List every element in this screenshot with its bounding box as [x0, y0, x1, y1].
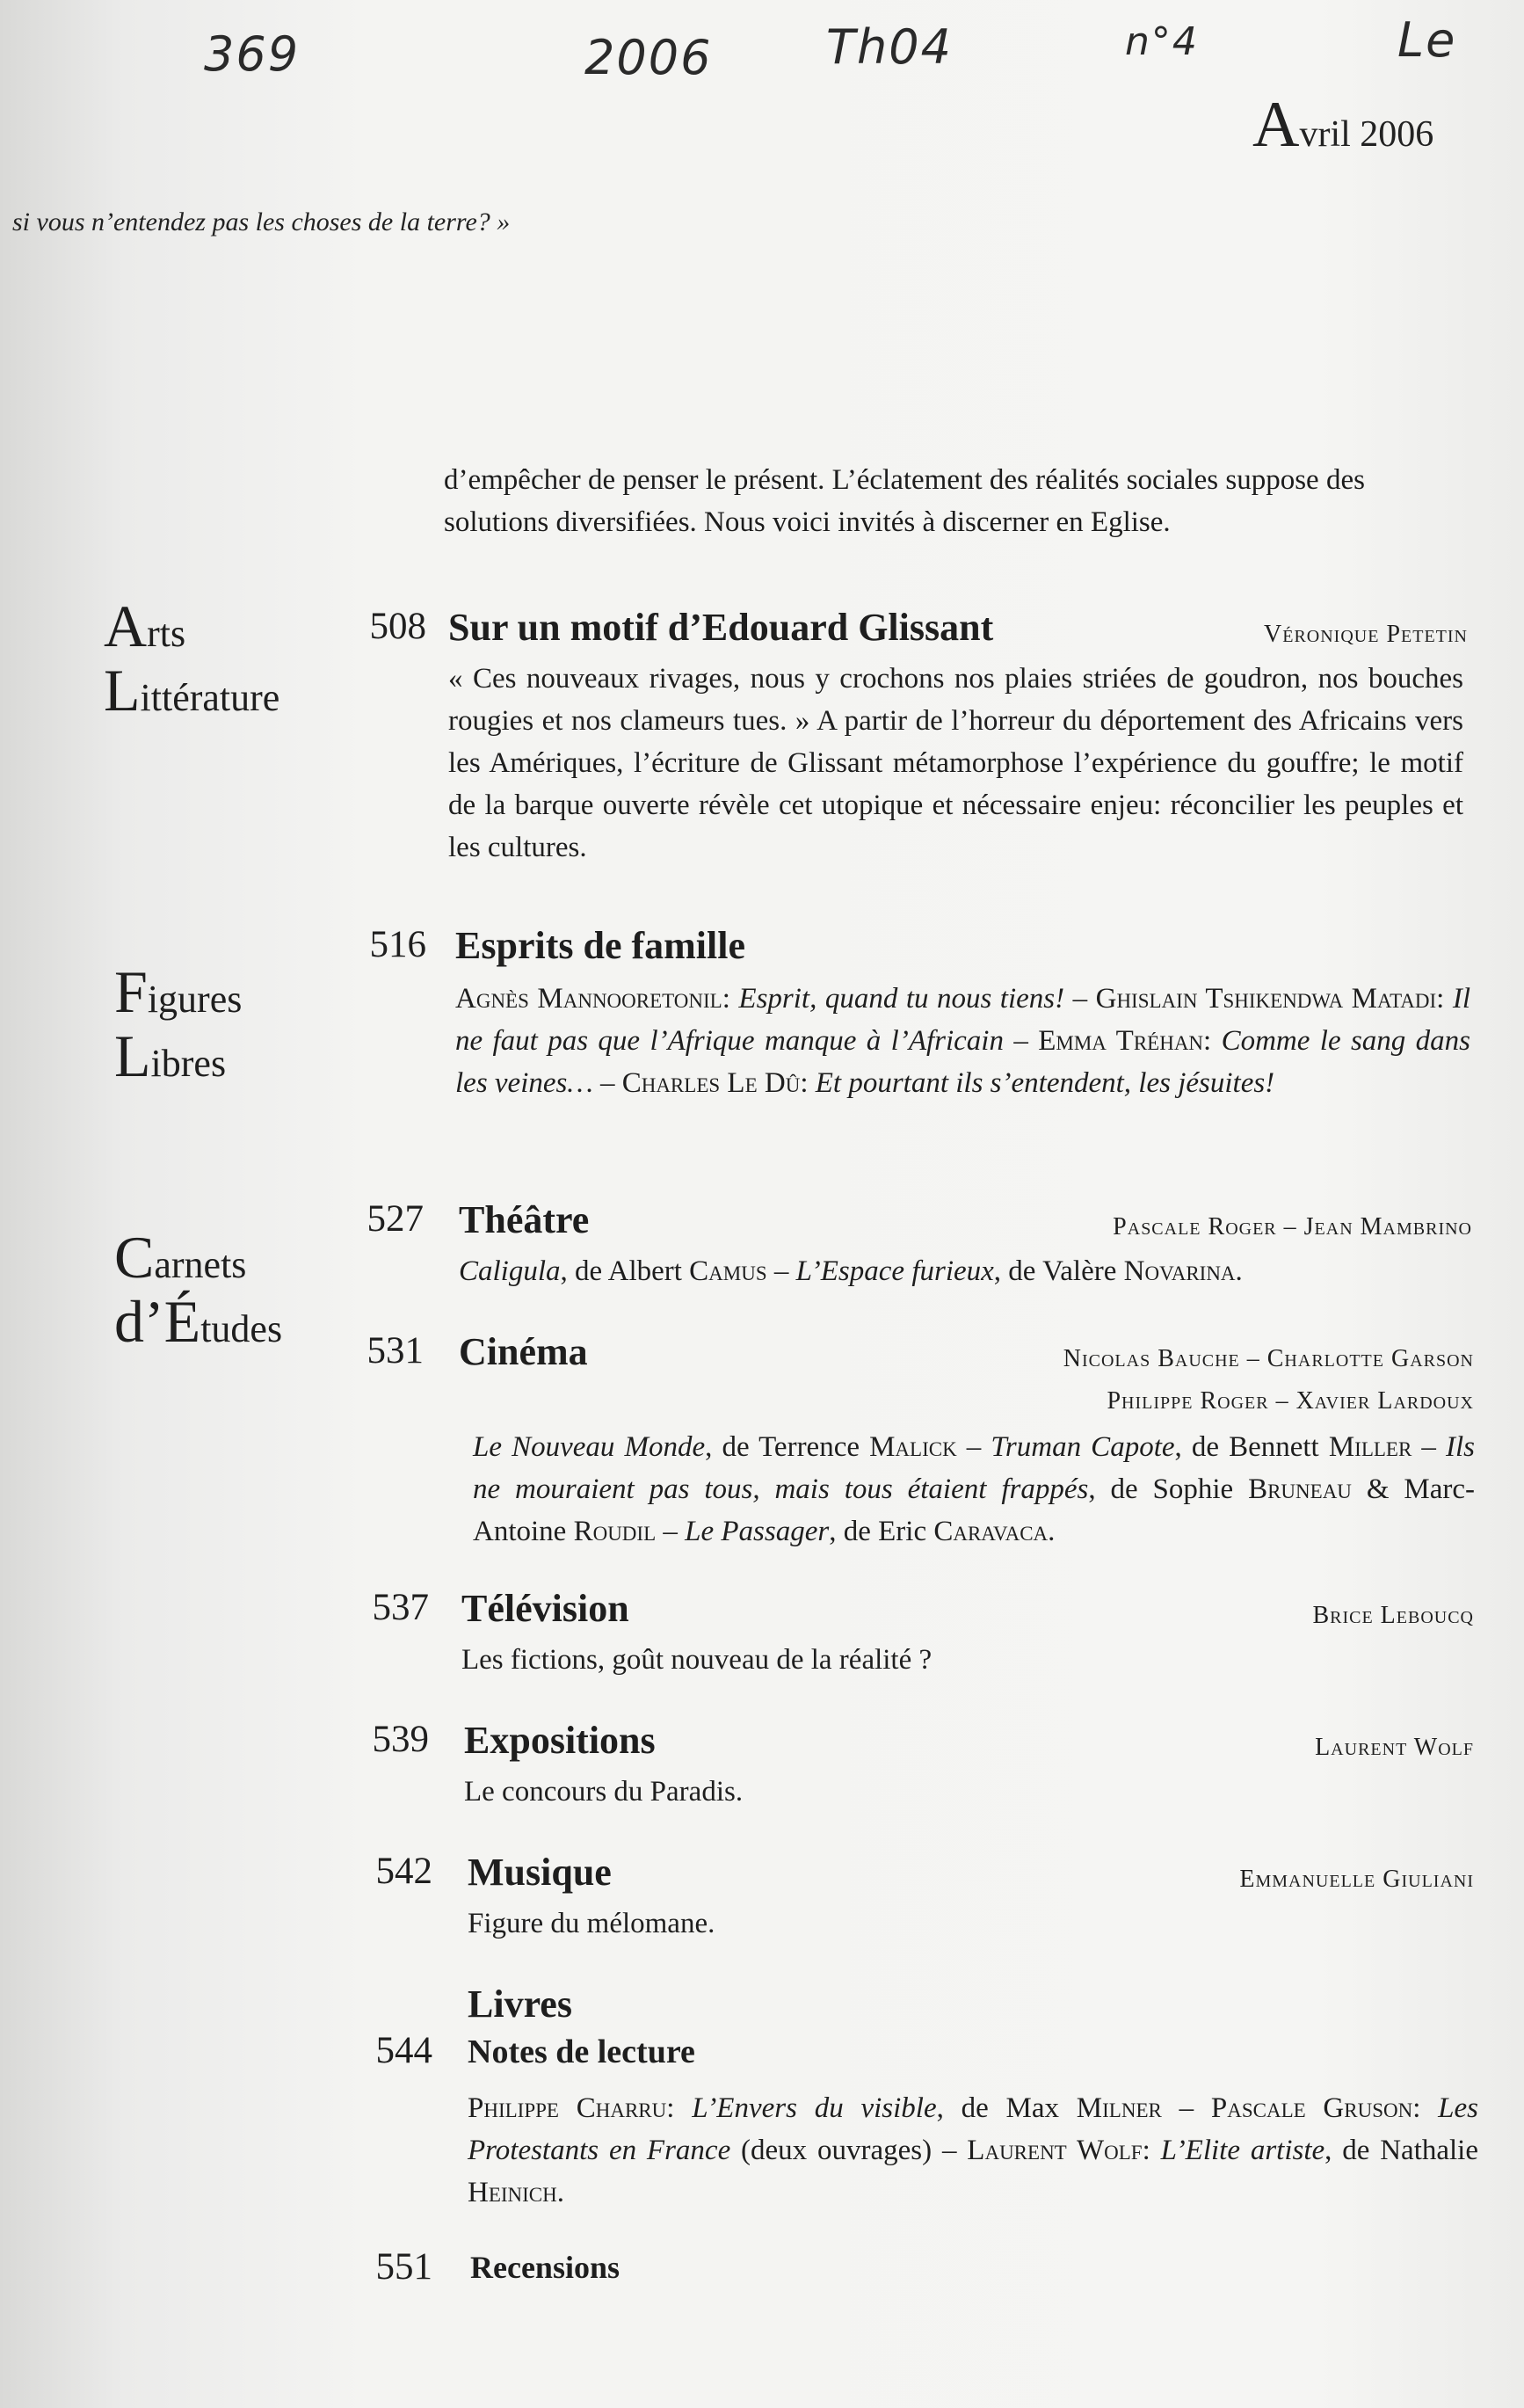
handwritten-number: 369: [204, 26, 301, 82]
entry-description: Le Nouveau Monde, de Terrence Malick – Truman Capote, de Bennett Miller – Ils ne mouraient pas tous, mais tous étaient frappés, de Sophie Bruneau & Marc-Antoine Roudil – Le Passager, de Eric Caravaca.: [473, 1431, 1475, 1547]
handwritten-shelf-mark: Le: [1397, 12, 1457, 68]
entry-description: Figure du mélomane.: [468, 1908, 715, 1939]
entry-title: Théâtre: [459, 1198, 590, 1241]
entry-title: Musique: [468, 1851, 612, 1894]
entry-description: Philippe Charru: L’Envers du visible, de Max Milner – Pascale Gruson: Les Protestants en France (deux ouvrages) – Laurent Wolf: L’Elite artiste, de Nathalie Heinich.: [468, 2092, 1479, 2208]
date-initial: A: [1252, 89, 1300, 161]
page-number: 539: [372, 1719, 429, 1760]
entry-author: Véronique Petetin: [1264, 621, 1468, 648]
entry-title: Esprits de famille: [455, 924, 745, 967]
date-rest: vril 2006: [1299, 114, 1434, 155]
entry-description: Le concours du Paradis.: [464, 1776, 744, 1808]
section-figures-libres: Figures Libres: [114, 958, 243, 1089]
entry-title: Recensions: [470, 2250, 620, 2285]
entry-description: « Ces nouveaux rivages, nous y crochons nos plaies striées de goudron, nos bouches rougies et nos clameurs tues. » A partir de l’horreur du déportement des Africains vers les Amériques, l’écriture de Glissant métamorphose l’expérience du gouffre; le motif de la barque ouverte révèle cet utopique et nécessaire enjeu: réconcilier les peuples et les cultures.: [448, 663, 1463, 863]
quote-fragment: si vous n’entendez pas les choses de la terre? »: [12, 207, 511, 236]
entry-title: Sur un motif d’Edouard Glissant: [448, 606, 994, 649]
page-number: 544: [375, 2030, 432, 2071]
page-number: 551: [375, 2246, 432, 2288]
entry-author: Pascale Roger – Jean Mambrino: [1113, 1213, 1472, 1240]
page-number: 542: [375, 1851, 432, 1892]
section-arts-litterature: Arts Littérature: [104, 593, 280, 724]
intro-paragraph: d’empêcher de penser le présent. L’éclatement des réalités sociales suppose des solutions diversifiées. Nous voici invités à discerner en Eglise.: [444, 464, 1365, 538]
entry-title: Télévision: [461, 1587, 629, 1630]
page-number: 537: [372, 1587, 429, 1628]
entry-title: Expositions: [464, 1719, 656, 1762]
handwritten-issue: n°4: [1125, 19, 1199, 64]
page-number: 531: [366, 1330, 424, 1371]
entry-author: Brice Leboucq: [1312, 1602, 1474, 1629]
handwritten-code: Th04: [826, 19, 953, 75]
handwritten-year: 2006: [584, 30, 713, 85]
entry-author: Emmanuelle Giuliani: [1239, 1866, 1474, 1893]
entry-title: Notes de lecture: [468, 2033, 695, 2070]
entry-authors: Nicolas Bauche – Charlotte Garson Philippe Roger – Xavier Lardoux: [1063, 1345, 1474, 1415]
livres-heading: Livres: [468, 1982, 572, 2026]
page-number: 508: [369, 606, 426, 647]
entry-description: Caligula, de Albert Camus – L’Espace furieux, de Valère Novarina.: [459, 1255, 1243, 1287]
entry-description: Agnès Mannooretonil: Esprit, quand tu nous tiens! – Ghislain Tshikendwa Matadi: Il ne faut pas que l’Afrique manque à l’Africain – Emma Tréhan: Comme le sang dans les veines… – Charles Le Dû: Et pourtant ils s’entendent, les jésuites!: [455, 983, 1471, 1099]
issue-date: [1252, 88, 1433, 163]
page-number: 527: [366, 1198, 424, 1240]
entry-author: Laurent Wolf: [1315, 1734, 1474, 1761]
section-carnets-etudes: Carnets d’Études: [114, 1224, 283, 1355]
page-number: 516: [369, 924, 426, 965]
entry-title: Cinéma: [459, 1330, 588, 1373]
entry-description: Les fictions, goût nouveau de la réalité ?: [461, 1644, 933, 1676]
